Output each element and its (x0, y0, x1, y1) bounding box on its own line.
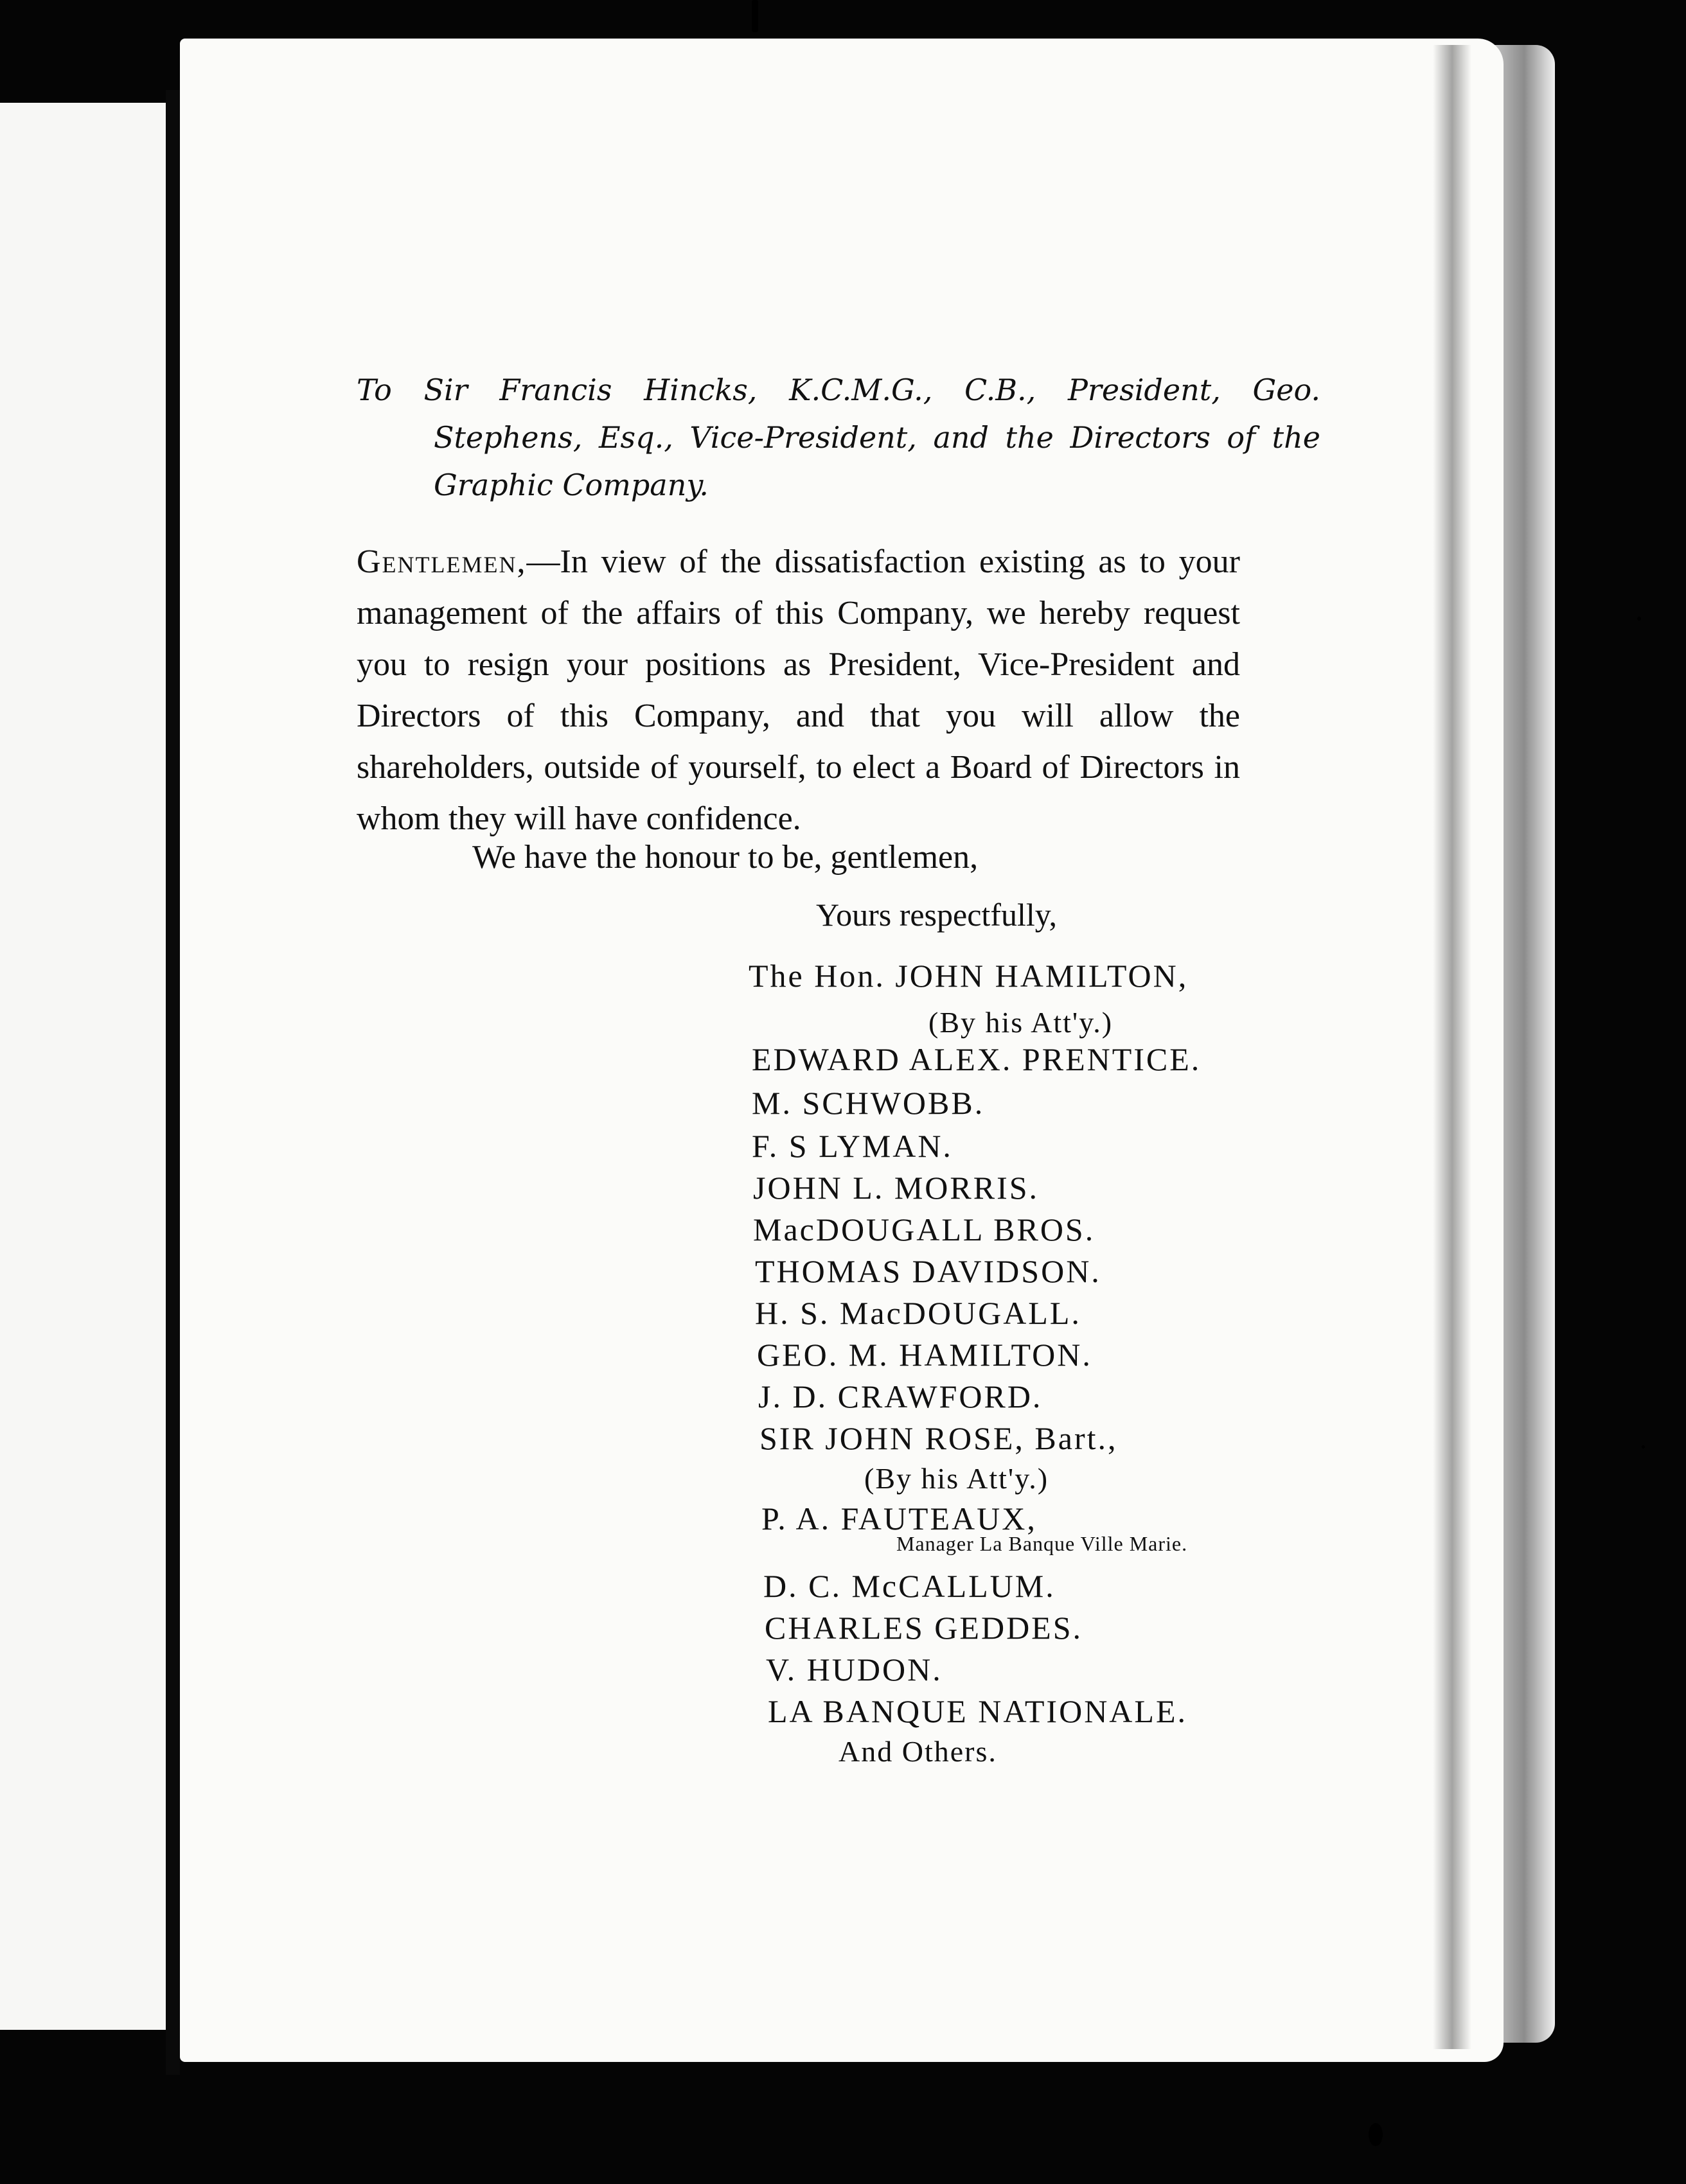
signatory: H. S. MacDOUGALL. (755, 1295, 1081, 1331)
signatory: SIR JOHN ROSE, Bart., (759, 1420, 1118, 1456)
signatory: THOMAS DAVIDSON. (755, 1253, 1101, 1289)
address-heading: To Sir Francis Hincks, K.C.M.G., C.B., President, Geo. Stephens, Esq., Vice-President, and the Directors of the Graphic Company. (357, 373, 1320, 502)
signatory: V. HUDON. (766, 1651, 943, 1687)
signatory: J. D. CRAWFORD. (758, 1378, 1043, 1414)
signatory: GEO. M. HAMILTON. (757, 1337, 1092, 1373)
signatory: EDWARD ALEX. PRENTICE. (752, 1041, 1202, 1077)
signatory: MacDOUGALL BROS. (753, 1211, 1096, 1247)
signatory: P. A. FAUTEAUX, (761, 1501, 1037, 1537)
signatory: D. C. McCALLUM. (763, 1568, 1056, 1604)
page-edge-shadow (1433, 45, 1471, 2049)
letter-body (357, 536, 1240, 845)
signatory: The Hon. JOHN HAMILTON, (749, 958, 1189, 994)
left-page-edge (0, 103, 166, 2030)
letter-body-text: —In view of the dissatisfaction existing as to your management of the affairs of this Company, we hereby request you to resign your positions as President, Vice-President and Directors of this Company, and that you will allow the shareholders, outside of yourself, to elect a Board of Directors in whom they will have confidence. (357, 543, 1240, 837)
signatory: F. S LYMAN. (752, 1128, 953, 1164)
yours-respectfully: Yours respectfully, (816, 897, 1057, 933)
closing-line: We have the honour to be, gentlemen, (472, 839, 979, 876)
signatory: And Others. (839, 1735, 997, 1768)
signatory: LA BANQUE NATIONALE. (768, 1693, 1187, 1729)
signatory-note: (By his Att'y.) (928, 1006, 1114, 1039)
signatory-note: Manager La Banque Ville Marie. (896, 1532, 1188, 1555)
salutation: Gentlemen, (357, 543, 527, 580)
signatory: M. SCHWOBB. (752, 1085, 985, 1121)
signatory: JOHN L. MORRIS. (753, 1170, 1040, 1206)
signatory: CHARLES GEDDES. (765, 1610, 1083, 1646)
book-gutter (166, 90, 180, 2075)
signatory-note: (By his Att'y.) (864, 1462, 1049, 1495)
